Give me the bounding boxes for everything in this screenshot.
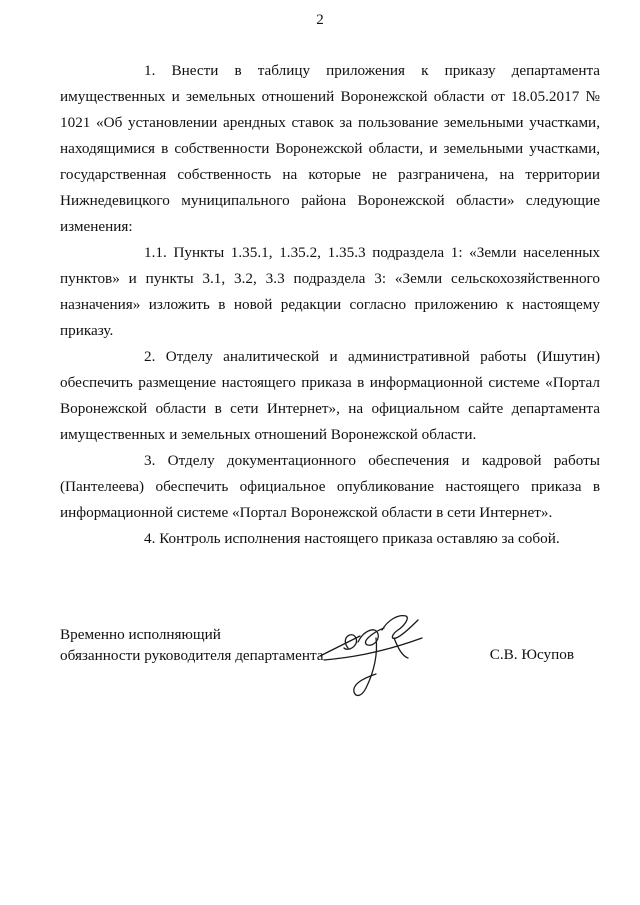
paragraph-number: 2. bbox=[144, 348, 156, 365]
handwritten-signature bbox=[318, 608, 428, 700]
signatory-title-line-1: Временно исполняющий bbox=[60, 626, 221, 643]
paragraph-1 bbox=[60, 58, 600, 240]
paragraph-3 bbox=[60, 448, 600, 526]
paragraph-1-1 bbox=[60, 240, 600, 344]
paragraph-text: Контроль исполнения настоящего приказа оставляю за собой. bbox=[159, 530, 560, 547]
paragraph-text: Отделу документационного обеспечения и кадровой работы (Пантелеева) обеспечить официальное опубликование настоящего приказа в информационной системе «Портал Воронежской области в сети Интернет». bbox=[60, 452, 601, 521]
document-body bbox=[60, 58, 600, 552]
paragraph-4 bbox=[60, 526, 600, 552]
paragraph-number: 3. bbox=[144, 452, 156, 469]
signatory-name: С.В. Юсупов bbox=[489, 646, 574, 663]
paragraph-text: Отделу аналитической и административной работы (Ишутин) обеспечить размещение настоящего приказа в информационной системе «Портал Воронежской области в сети Интернет», на официальном сайте департамента имущественных и земельных отношений Воронежской области. bbox=[60, 348, 601, 443]
paragraph-text: Пункты 1.35.1, 1.35.2, 1.35.3 подраздела 1: «Земли населенных пунктов» и пункты 3.1, 3.2, 3.3 подраздела 3: «Земли сельскохозяйственного назначения» изложить в новой редакции согласно приложению к настоящему приказу. bbox=[60, 244, 600, 339]
paragraph-number: 1. bbox=[144, 62, 156, 79]
signatory-title-line-2: обязанности руководителя департамента bbox=[60, 647, 324, 664]
page-number: 2 bbox=[316, 12, 324, 28]
paragraph-number: 4. bbox=[144, 530, 156, 547]
paragraph-number: 1.1. bbox=[144, 244, 167, 261]
paragraph-2 bbox=[60, 344, 600, 448]
paragraph-text: Внести в таблицу приложения к приказу департамента имущественных и земельных отношений Воронежской области от 18.05.2017 № 1021 «Об установлении арендных ставок за пользование земельными участками, находящимися в собственности Воронежской области, и земельными участками, государственная собственность на которые не разграничена, на территории Нижнедевицкого муниципального района Воронежской области» следующие изменения: bbox=[60, 62, 601, 235]
